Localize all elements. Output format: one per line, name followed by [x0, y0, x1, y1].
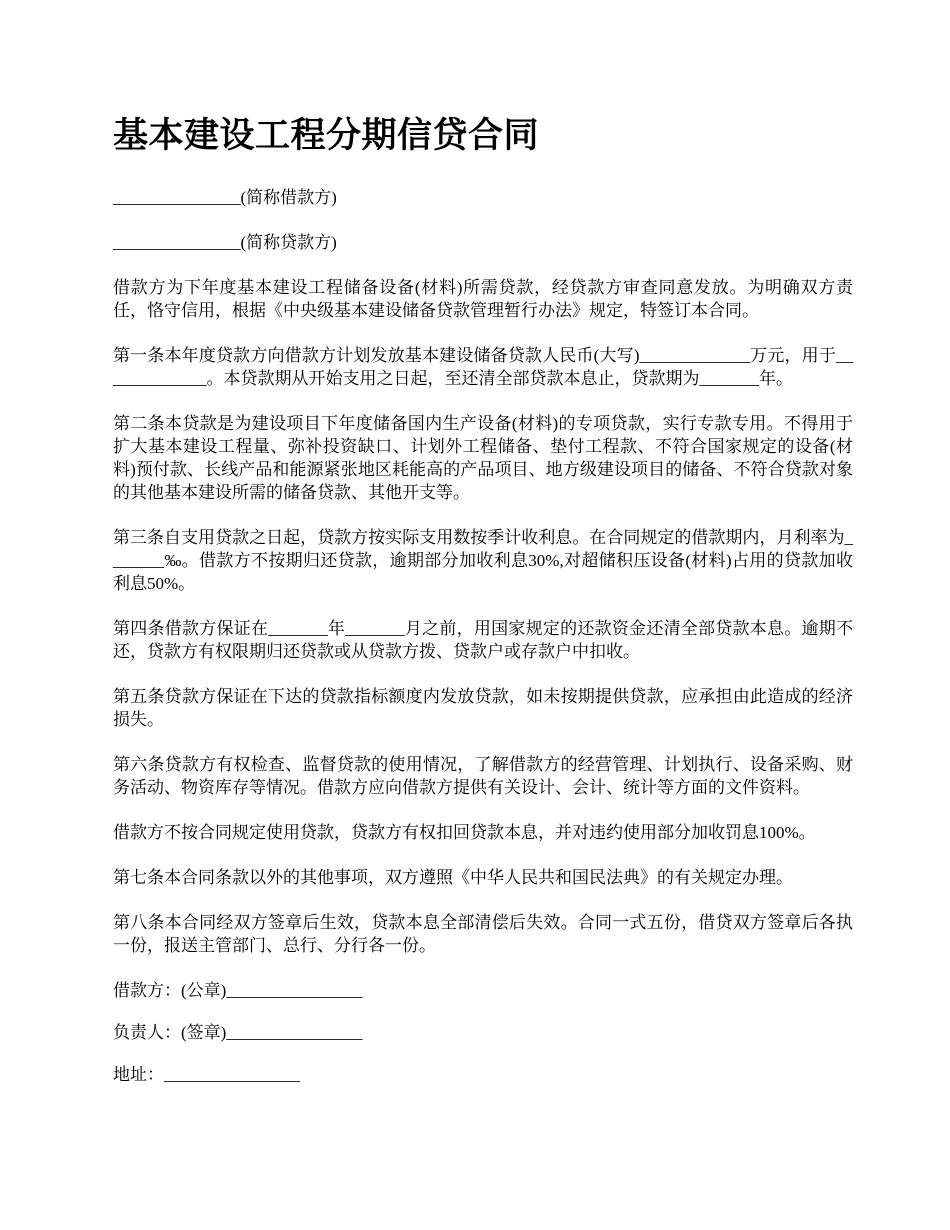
- address-line: 地址：________________: [113, 1065, 300, 1084]
- article-7-paragraph: 第七条本合同条款以外的其他事项，双方遵照《中华人民共和国民法典》的有关规定办理。: [113, 868, 793, 887]
- lender-party-line: _______________(简称贷款方): [113, 233, 337, 252]
- article-5-paragraph: 第五条贷款方保证在下达的贷款指标额度内发放贷款，如未按期提供贷款，应承担由此造成的经济损失。: [113, 687, 853, 729]
- preamble-paragraph: 借款方为下年度基本建设工程储备设备(材料)所需贷款，经贷款方审查同意发放。为明确双方责任，恪守信用，根据《中央级基本建设储备贷款管理暂行办法》规定，特签订本合同。: [113, 278, 853, 320]
- document-title: 基本建设工程分期信贷合同: [113, 116, 540, 155]
- responsible-person-signature-line: 负责人：(签章)________________: [113, 1023, 363, 1042]
- article-2-paragraph: 第二条本贷款是为建设项目下年度储备国内生产设备(材料)的专项贷款，实行专款专用。不得用于扩大基本建设工程量、弥补投资缺口、计划外工程储备、垫付工程款、不符合国家规定的设备(材料)预付款、长线产品和能源紧张地区耗能高的产品项目、地方级建设项目的储备、不符合贷款对象的其他基本建设所需的储备贷款、其他开支等。: [113, 414, 853, 502]
- article-3-paragraph: 第三条自支用贷款之日起，贷款方按实际支用数按季计收利息。在合同规定的借款期内，月利率为_______‰。借款方不按期归还贷款，逾期部分加收利息30%,对超储积压设备(材料)占用的贷款加收利息50%。: [113, 528, 853, 593]
- borrower-seal-line: 借款方：(公章)________________: [113, 981, 363, 1000]
- article-6-paragraph: 第六条贷款方有权检查、监督贷款的使用情况，了解借款方的经营管理、计划执行、设备采购、财务活动、物资库存等情况。借款方应向借款方提供有关设计、会计、统计等方面的文件资料。: [113, 755, 853, 797]
- article-8-paragraph: 第八条本合同经双方签章后生效，贷款本息全部清偿后失效。合同一式五份，借贷双方签章后各执一份，报送主管部门、总行、分行各一份。: [113, 913, 853, 955]
- penalty-paragraph: 借款方不按合同规定使用贷款，贷款方有权扣回贷款本息，并对违约使用部分加收罚息100%。: [113, 823, 816, 842]
- contract-document: [113, 112, 853, 1105]
- borrower-party-line: _______________(简称借款方): [113, 188, 337, 207]
- article-4-paragraph: 第四条借款方保证在_______年_______月之前，用国家规定的还款资金还清全部贷款本息。逾期不还，贷款方有权限期归还贷款或从贷款方拨、贷款户或存款户中扣收。: [113, 619, 853, 661]
- article-1-paragraph: 第一条本年度贷款方向借款方计划发放基本建设储备贷款人民币(大写)_____________万元，用于_____________。本贷款期从开始支用之日起，至还清全部贷款本息止，贷款期为_______年。: [113, 346, 853, 388]
